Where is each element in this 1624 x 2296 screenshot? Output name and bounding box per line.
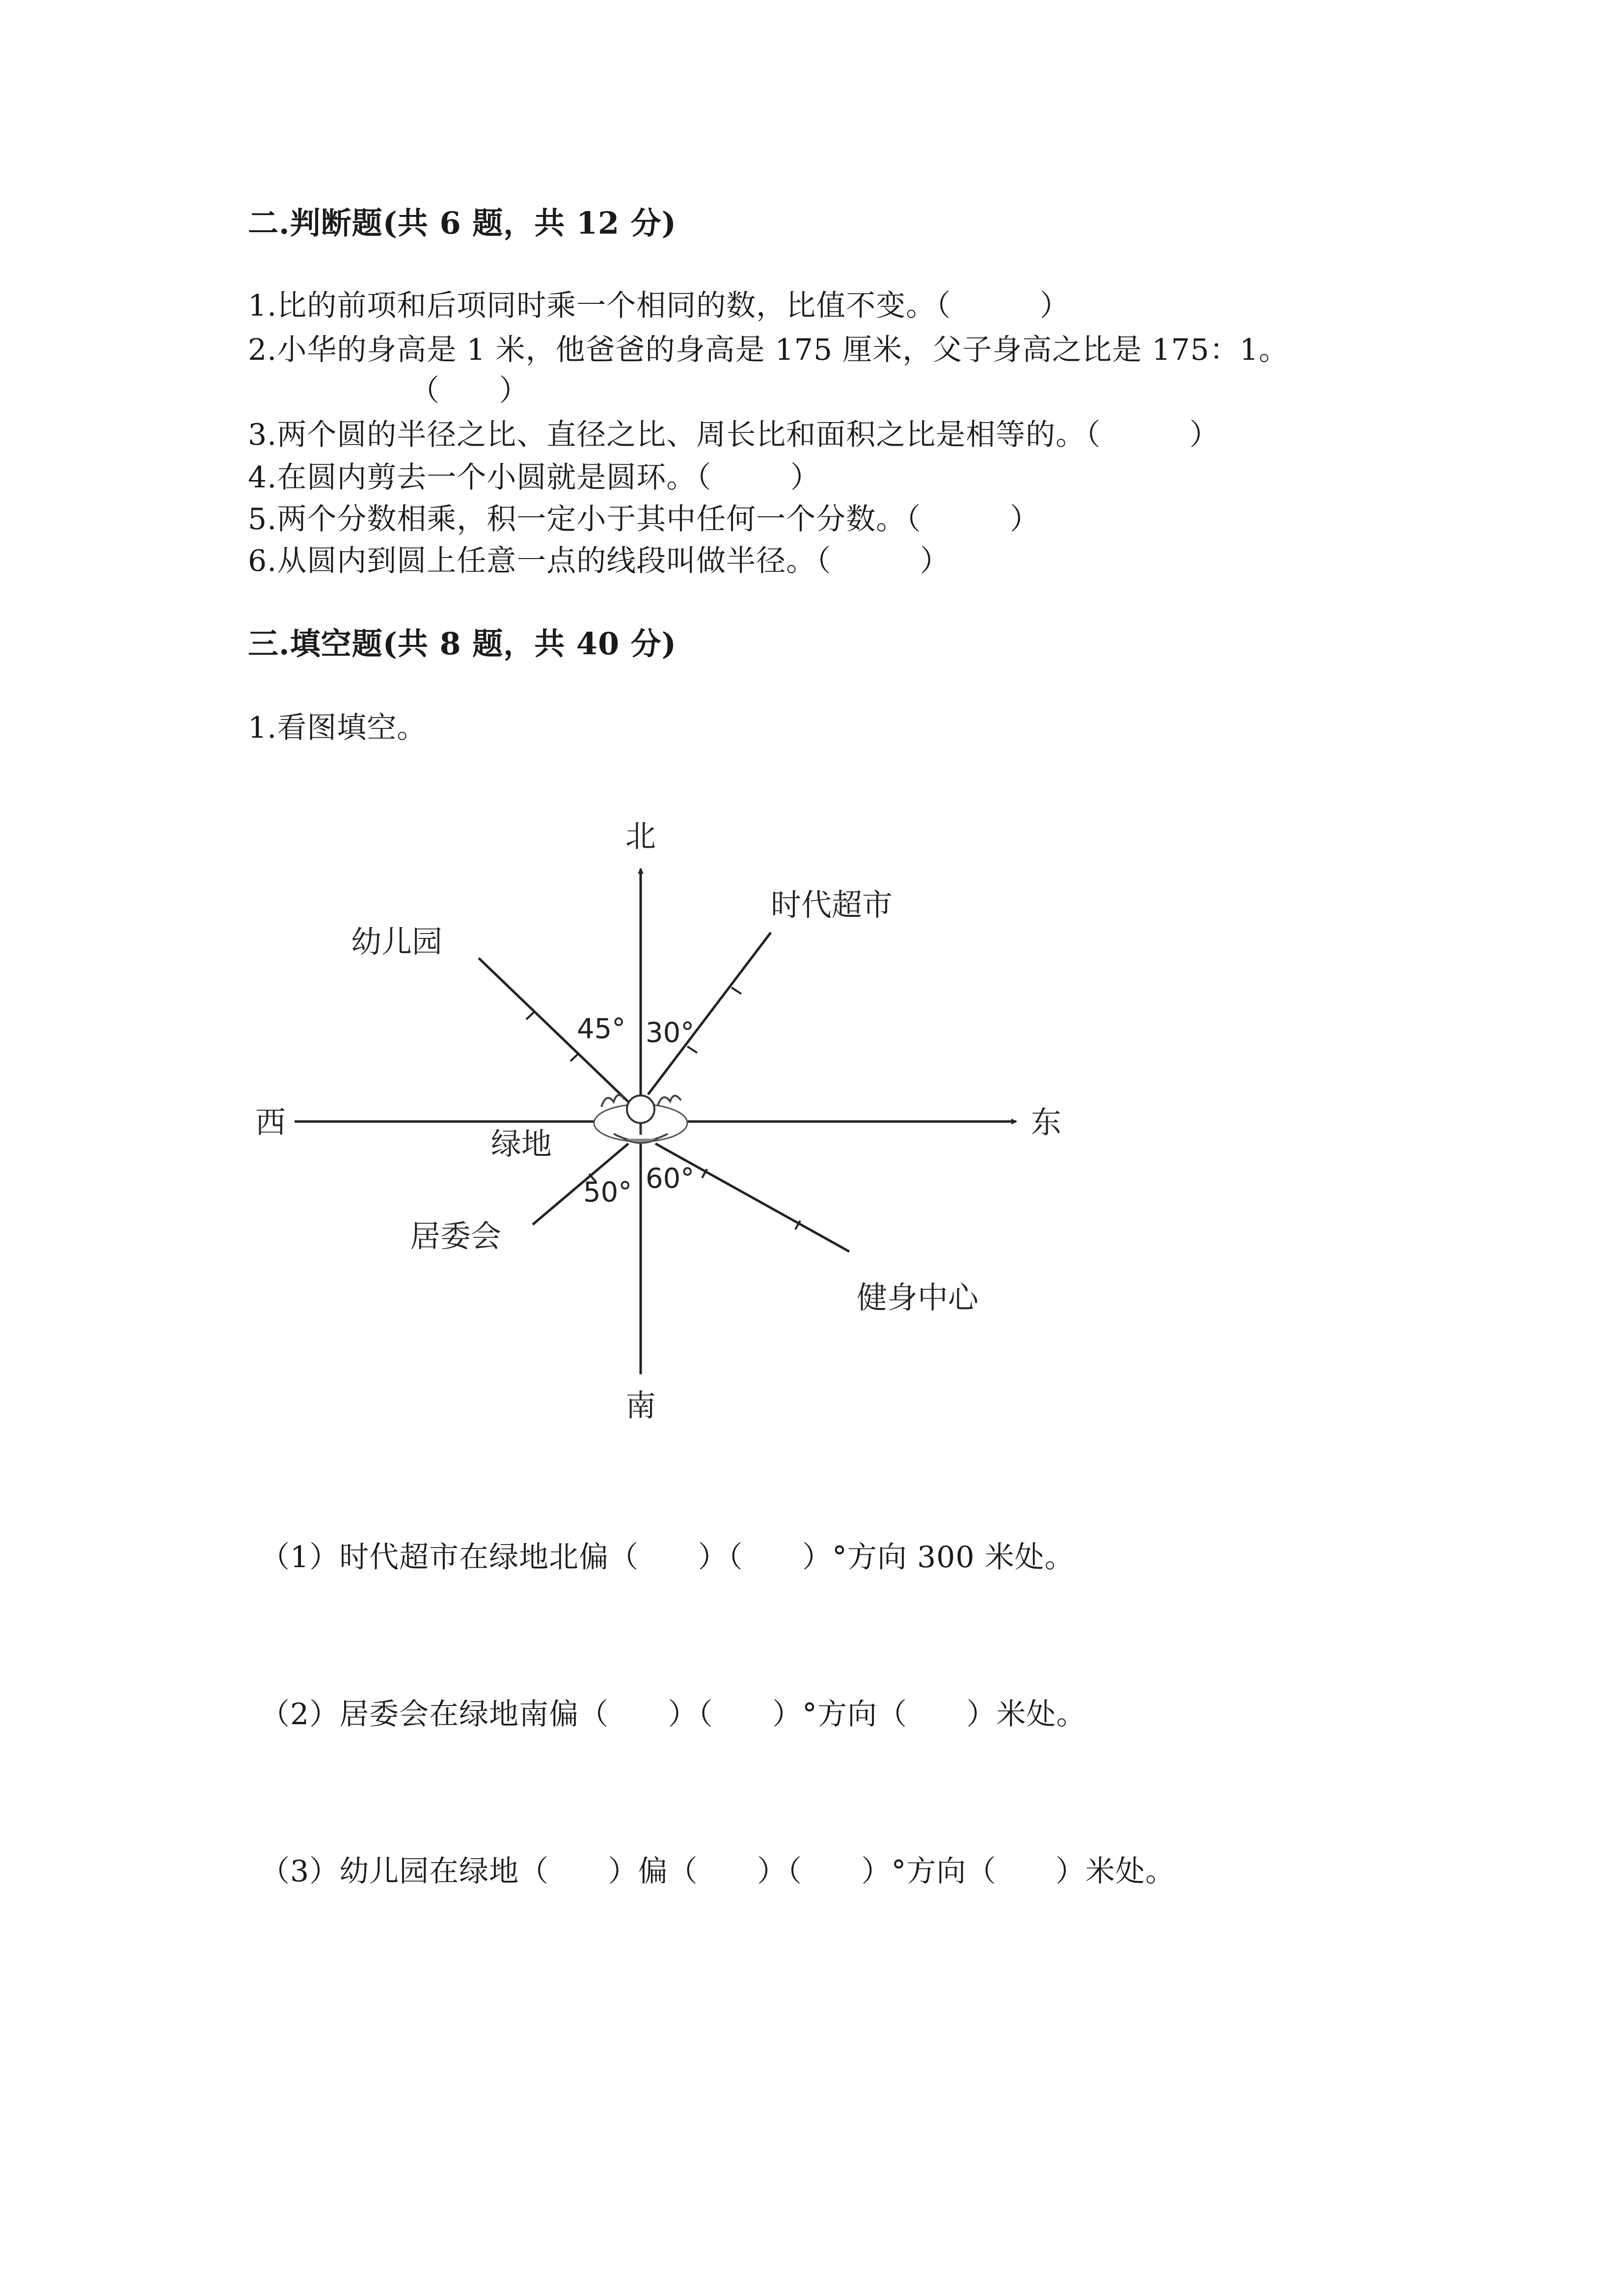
green-area-illustration — [594, 1095, 687, 1143]
supermarket-tick-2 — [731, 988, 741, 994]
committee-angle: 50° — [583, 1176, 632, 1208]
north-label: 北 — [625, 818, 656, 854]
direction-diagram — [236, 805, 1119, 1458]
kindergarten-tick-1 — [570, 1053, 579, 1061]
kindergarten-label: 幼儿园 — [351, 924, 443, 960]
supermarket-label: 时代超市 — [771, 887, 893, 923]
judge-question-3: 3.两个圆的半径之比、直径之比、周长比和面积之比是相等的。（ ） — [248, 418, 1219, 452]
south-label: 南 — [625, 1388, 656, 1423]
supermarket-angle: 30° — [646, 1017, 695, 1049]
section-3-heading: 三.填空题(共 8 题，共 40 分) — [248, 626, 677, 662]
subquestion-1: （1）时代超市在绿地北偏（ ）（ ）°方向 300 米处。 — [260, 1540, 1075, 1575]
supermarket-ray — [648, 933, 771, 1095]
center-label: 绿地 — [491, 1126, 552, 1162]
west-label: 西 — [255, 1104, 286, 1140]
fitness-angle: 60° — [646, 1163, 695, 1195]
fill-question-1: 1.看图填空。 — [248, 711, 427, 745]
judge-question-4: 4.在圆内剪去一个小圆就是圆环。（ ） — [248, 460, 820, 495]
judge-question-2: 2.小华的身高是 1 米，他爸爸的身高是 175 厘米，父子身高之比是 175：1。 — [248, 333, 1289, 367]
east-label: 东 — [1031, 1104, 1062, 1140]
kindergarten-angle: 45° — [577, 1013, 626, 1045]
committee-label: 居委会 — [410, 1218, 502, 1254]
subquestion-3: （3）幼儿园在绿地（ ）偏（ ）（ ）°方向（ ）米处。 — [260, 1854, 1175, 1889]
fitness-ray — [655, 1144, 849, 1252]
judge-question-2-answer: （ ） — [410, 374, 529, 408]
fitness-label: 健身中心 — [857, 1280, 979, 1315]
judge-question-1: 1.比的前项和后项同时乘一个相同的数，比值不变。（ ） — [248, 289, 1070, 323]
judge-question-6: 6.从圆内到圆上任意一点的线段叫做半径。（ ） — [248, 544, 950, 578]
judge-question-5: 5.两个分数相乘，积一定小于其中任何一个分数。（ ） — [248, 502, 1040, 536]
section-2-heading: 二.判断题(共 6 题，共 12 分) — [248, 205, 677, 241]
subquestion-2: （2）居委会在绿地南偏（ ）（ ）°方向（ ）米处。 — [260, 1697, 1086, 1732]
kindergarten-tick-2 — [526, 1011, 535, 1019]
